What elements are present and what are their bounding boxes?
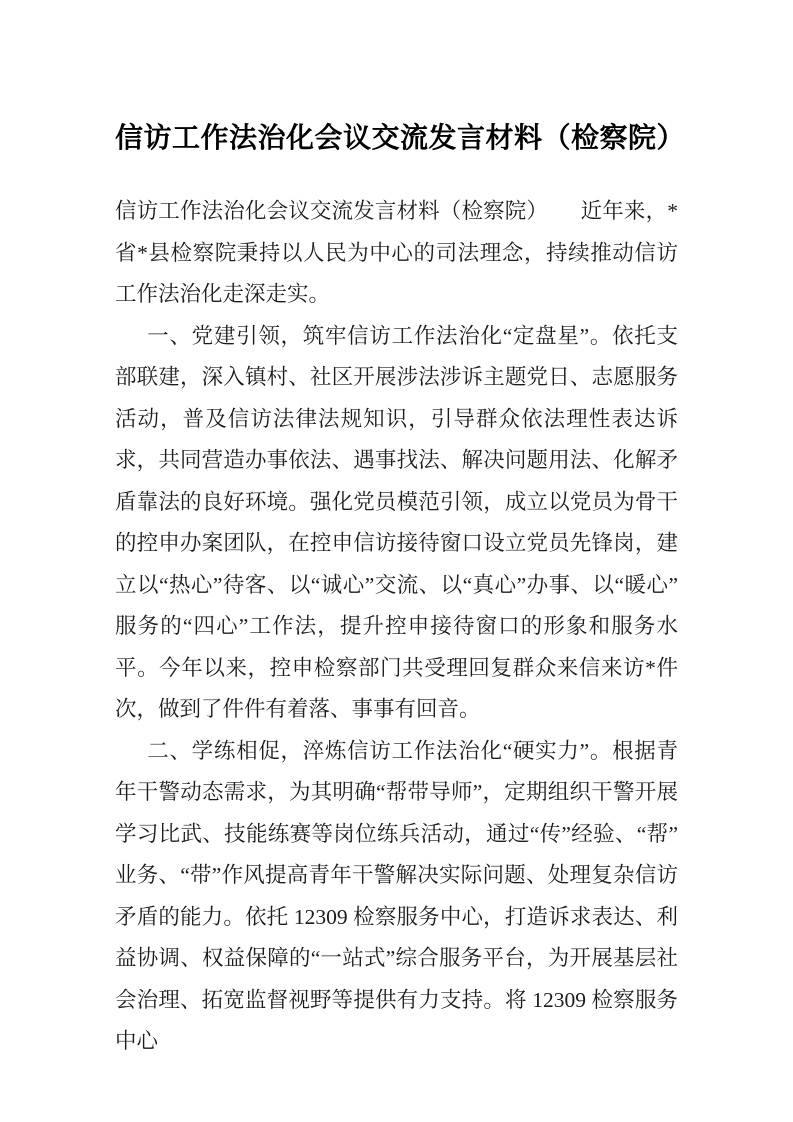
paragraph-intro: 信访工作法治化会议交流发言材料（检察院） 近年来，*省*县检察院秉持以人民为中心的司法理念，持续推动信访工作法治化走深走实。 — [115, 199, 678, 306]
paragraph-section-2: 二、学练相促，淬炼信访工作法治化“硬实力”。根据青年干警动态需求，为其明确“帮带导师”，定期组织干警开展学习比武、技能练赛等岗位练兵活动，通过“传”经验、“帮”业务、“带”作风提高青年干警解决实际问题、处理复杂信访矛盾的能力。依托 12309 检察服务中心，打造诉求表达、利益协调、权益保障的“一站式”综合服务平台，为开展基层社会治理、拓宽监督视野等提供有力支持。将 12309 检察服务中心 — [115, 738, 678, 1053]
document-body — [115, 191, 678, 1063]
paragraph-section-1: 一、党建引领，筑牢信访工作法治化“定盘星”。依托支部联建，深入镇村、社区开展涉法涉诉主题党日、志愿服务活动，普及信访法律法规知识，引导群众依法理性表达诉求，共同营造办事依法、遇事找法、解决问题用法、化解矛盾靠法的良好环境。强化党员模范引领，成立以党员为骨干的控申办案团队，在控申信访接待窗口设立党员先锋岗，建立以“热心”待客、以“诚心”交流、以“真心”办事、以“暖心”服务的“四心”工作法，提升控申接待窗口的形象和服务水平。今年以来，控申检察部门共受理回复群众来信来访*件次，做到了件件有着落、事事有回音。 — [115, 323, 678, 721]
document-title: 信访工作法治化会议交流发言材料（检察院） — [115, 122, 686, 153]
